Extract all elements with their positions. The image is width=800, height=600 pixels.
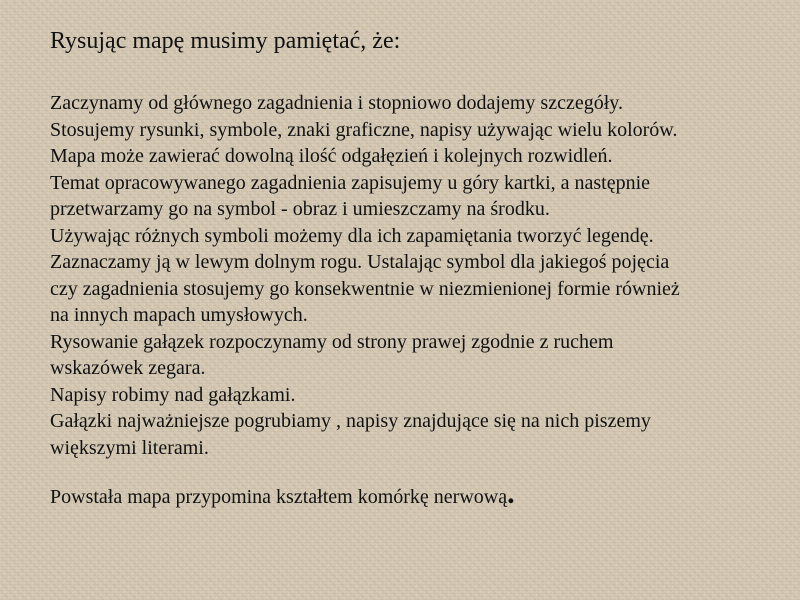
slide-body xyxy=(50,90,790,461)
body-line: wskazówek zegara. xyxy=(50,357,206,379)
body-line: Napisy robimy nad gałązkami. xyxy=(50,383,296,406)
body-line: Używając różnych symboli możemy dla ich zapamiętania tworzyć legendę. xyxy=(50,224,654,247)
closing-text: Powstała mapa przypomina kształtem komórkę nerwową xyxy=(50,486,508,508)
body-line: Rysowanie gałązek rozpoczynamy od strony prawej zgodnie z ruchem xyxy=(50,330,614,353)
body-line: Temat opracowywanego zagadnienia zapisujemy u góry kartki, a następnie xyxy=(50,171,651,194)
body-line: Stosujemy rysunki, symbole, znaki graficzne, napisy używając wielu kolorów. xyxy=(50,118,678,141)
body-line: Gałązki najważniejsze pogrubiamy , napisy znajdujące się na nich piszemy xyxy=(50,410,651,432)
body-line: Zaczynamy od głównego zagadnienia i stopniowo dodajemy szczegóły. xyxy=(50,92,623,114)
closing-period: . xyxy=(507,477,515,510)
slide-title: Rysując mapę musimy pamiętać, że: xyxy=(50,28,401,54)
body-line: przetwarzamy go na symbol - obraz i umieszczamy na środku. xyxy=(50,198,550,220)
body-line: czy zagadnienia stosujemy go konsekwentnie w niezmienionej formie również xyxy=(50,277,680,300)
body-line: Mapa może zawierać dowolną ilość odgałęzień i kolejnych rozwidleń. xyxy=(50,145,613,167)
body-line: Zaznaczamy ją w lewym dolnym rogu. Ustalając symbol dla jakiegoś pojęcia xyxy=(50,251,670,273)
body-line: na innych mapach umysłowych. xyxy=(50,304,308,326)
closing-sentence xyxy=(50,477,515,510)
body-line: większymi literami. xyxy=(50,436,209,459)
